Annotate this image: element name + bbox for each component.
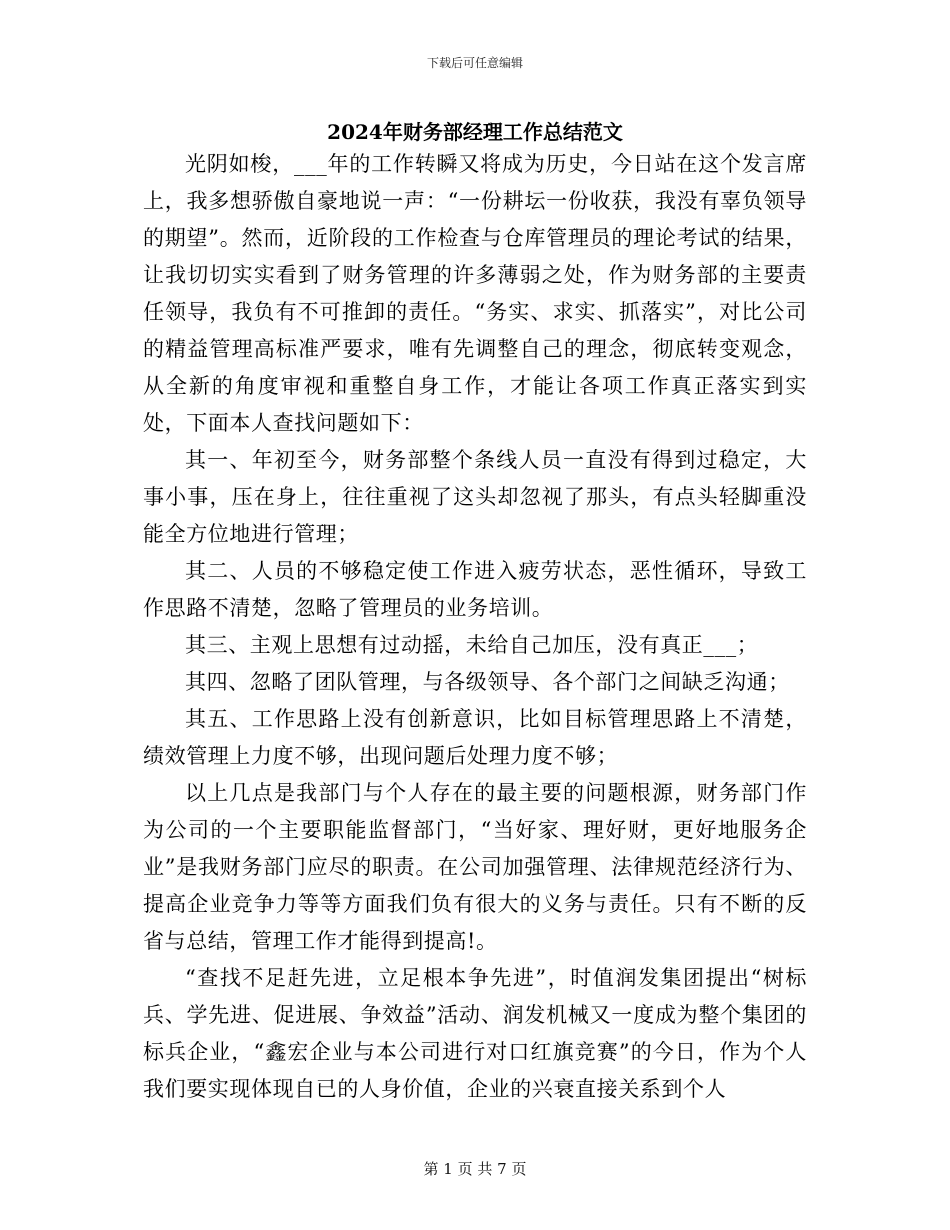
- paragraph-intro: 光阴如梭，___年的工作转瞬又将成为历史，今日站在这个发言席上，我多想骄傲自豪地说一声：“一份耕坛一份收获，我没有辜负领导的期望”。然而，近阶段的工作检查与仓库管理员的理论考试的结果，让我切切实实看到了财务管理的许多薄弱之处，作为财务部的主要责任领导，我负有不可推卸的责任。“务实、求实、抓落实”，对比公司的精益管理高标准严要求，唯有先调整自己的理念，彻底转变观念，从全新的角度审视和重整自身工作，才能让各项工作真正落实到实处，下面本人查找问题如下：: [143, 152, 807, 435]
- page-indicator: 第 1 页 共 7 页: [423, 1160, 527, 1178]
- paragraph-issue-4: 其四、忽略了团队管理，与各级领导、各个部门之间缺乏沟通；: [185, 670, 790, 694]
- paragraph-summary: 以上几点是我部门与个人存在的最主要的问题根源，财务部门作为公司的一个主要职能监督部门，“当好家、理好财，更好地服务企业”是我财务部门应尽的职责。在公司加强管理、法律规范经济行为、提高企业竞争力等等方面我们负有很大的义务与责任。只有不断的反省与总结，管理工作才能得到提高!。: [143, 781, 807, 953]
- paragraph-issue-3: 其三、主观上思想有过动摇，未给自己加压，没有真正___；: [185, 633, 759, 657]
- document-body: [143, 146, 807, 1108]
- document-title: 2024年财务部经理工作总结范文: [327, 120, 623, 144]
- paragraph-issue-2: 其二、人员的不够稳定使工作进入疲劳状态，恶性循环，导致工作思路不清楚，忽略了管理员的业务培训。: [143, 559, 807, 620]
- header-note: 下载后可任意编辑: [426, 56, 523, 70]
- paragraph-outlook: “查找不足赶先进，立足根本争先进”，时值润发集团提出“树标兵、学先进、促进展、争效益”活动、润发机械又一度成为整个集团的标兵企业，“鑫宏企业与本公司进行对口红旗竞赛”的今日，作为个人我们要实现体现自已的人身价值，企业的兴衰直接关系到个人: [143, 966, 807, 1101]
- paragraph-issue-5: 其五、工作思路上没有创新意识，比如目标管理思路上不清楚，绩效管理上力度不够，出现问题后处理力度不够；: [143, 707, 807, 768]
- paragraph-issue-1: 其一、年初至今，财务部整个条线人员一直没有得到过稳定，大事小事，压在身上，往往重视了这头却忽视了那头，有点头轻脚重没能全方位地进行管理；: [143, 448, 807, 546]
